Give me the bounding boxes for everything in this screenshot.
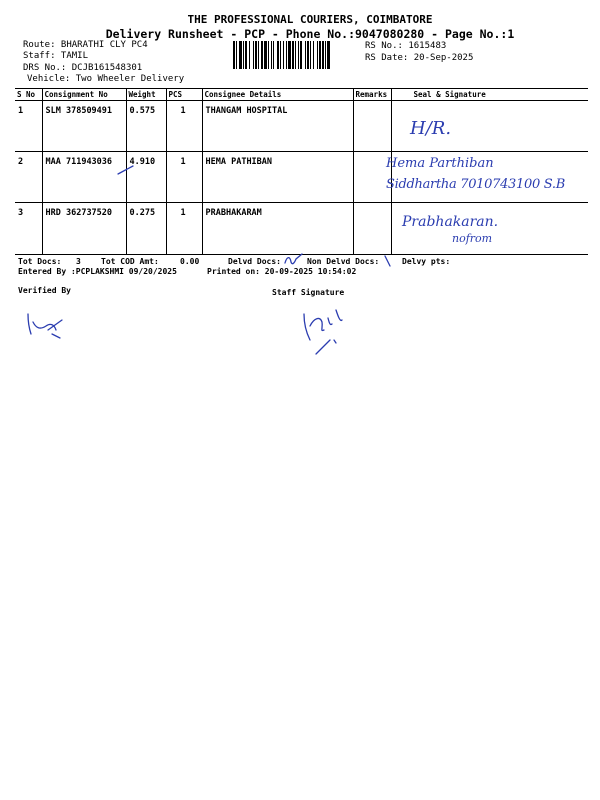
table-row bbox=[15, 203, 588, 255]
company-title: THE PROFESSIONAL COURIERS, COIMBATORE bbox=[187, 13, 433, 26]
rs-date: RS Date: 20-Sep-2025 bbox=[365, 53, 474, 63]
handwritten-note-row3: nofrom bbox=[452, 232, 493, 245]
printed-on: Printed on: 20-09-2025 10:54:02 bbox=[207, 267, 357, 276]
barcode-image bbox=[233, 41, 361, 69]
cell-consignment: SLM 378509491 bbox=[42, 101, 126, 152]
tot-cod-label: Tot COD Amt: bbox=[101, 257, 159, 266]
pen-tick-mark bbox=[116, 163, 136, 177]
cell-weight: 0.575 bbox=[126, 101, 166, 152]
cell-weight: 4.910 bbox=[126, 152, 166, 203]
route-text: Route: BHARATHI CLY PC4 bbox=[23, 40, 148, 50]
cell-weight: 0.275 bbox=[126, 203, 166, 255]
cell-remarks bbox=[353, 203, 391, 255]
delvd-docs-label: Delvd Docs: bbox=[228, 257, 281, 266]
entered-by: Entered By :PCPLAKSHMI 09/20/2025 bbox=[18, 267, 177, 276]
tot-docs-value: 3 bbox=[76, 257, 81, 266]
cell-pcs: 1 bbox=[166, 203, 202, 255]
handwritten-detail-row2: Siddhartha 7010743100 S.B bbox=[386, 177, 565, 192]
col-header-consignee: Consignee Details bbox=[202, 89, 353, 101]
rs-number: RS No.: 1615483 bbox=[365, 41, 447, 51]
col-header-pcs: PCS bbox=[166, 89, 202, 101]
cell-pcs: 1 bbox=[166, 101, 202, 152]
cell-sno: 2 bbox=[15, 152, 42, 203]
table-header-row bbox=[15, 89, 588, 101]
handwritten-remark-row1: H/R. bbox=[410, 118, 452, 139]
tot-docs-label: Tot Docs: bbox=[18, 257, 62, 266]
cell-consignee: HEMA PATHIBAN bbox=[202, 152, 353, 203]
staff-signature bbox=[298, 300, 354, 360]
delvy-pts-label: Delvy pts: bbox=[402, 257, 451, 266]
vehicle-text: Vehicle: Two Wheeler Delivery bbox=[27, 74, 185, 84]
cell-consignment: MAA 711943036 bbox=[42, 152, 126, 203]
staff-text: Staff: TAMIL bbox=[23, 51, 89, 61]
verified-by-label: Verified By bbox=[18, 286, 71, 295]
cell-pcs: 1 bbox=[166, 152, 202, 203]
staff-signature-label: Staff Signature bbox=[272, 288, 345, 297]
col-header-weight: Weight bbox=[126, 89, 166, 101]
cell-remarks bbox=[353, 101, 391, 152]
handwritten-name-row3: Prabhakaran. bbox=[402, 214, 499, 230]
cell-consignment: HRD 362737520 bbox=[42, 203, 126, 255]
cell-consignee: THANGAM HOSPITAL bbox=[202, 101, 353, 152]
cell-sno: 3 bbox=[15, 203, 42, 255]
handwritten-name-row2: Hema Parthiban bbox=[386, 156, 494, 171]
cell-sno: 1 bbox=[15, 101, 42, 152]
col-header-sno: S No bbox=[15, 89, 42, 101]
verified-by-signature bbox=[22, 306, 68, 340]
runsheet-table bbox=[15, 88, 588, 255]
col-header-seal-signature: Seal & Signature bbox=[391, 89, 588, 101]
col-header-consignment: Consignment No bbox=[42, 89, 126, 101]
non-delvd-docs-handwritten-mark bbox=[383, 254, 393, 268]
non-delvd-docs-label: Non Delvd Docs: bbox=[307, 257, 380, 266]
delvd-docs-handwritten-mark bbox=[283, 253, 305, 267]
table-row bbox=[15, 101, 588, 152]
runsheet-subtitle: Delivery Runsheet - PCP - Phone No.:9047080280 - Page No.:1 bbox=[105, 27, 515, 41]
drs-number: DRS No.: DCJB161548301 bbox=[23, 63, 143, 73]
col-header-remarks: Remarks bbox=[353, 89, 391, 101]
tot-cod-value: 0.00 bbox=[180, 257, 200, 266]
cell-consignee: PRABHAKARAM bbox=[202, 203, 353, 255]
